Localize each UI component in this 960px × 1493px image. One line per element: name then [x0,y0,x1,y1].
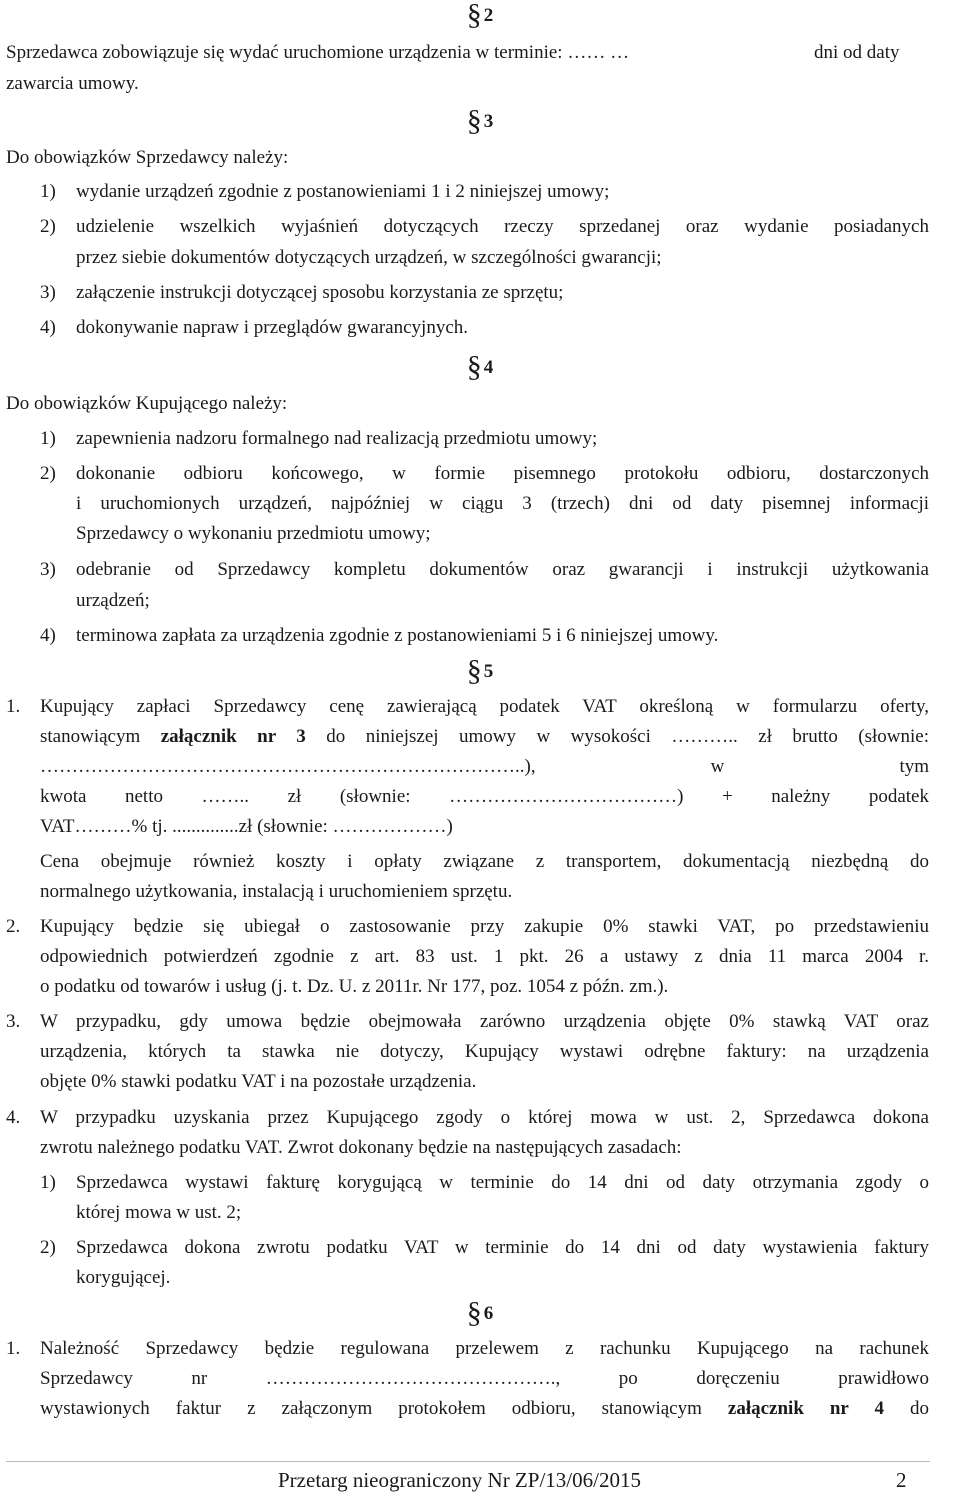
p3-item3-line1: załączenie instrukcji dotyczącej sposobu korzystania ze sprzętu; [76,282,564,303]
p5-sub2-num: 2) [40,1237,56,1258]
p3-item4-num: 4) [40,317,56,338]
p5-item3-line2: urządzenia, których ta stawka nie dotyczy, Kupujący wystawi odrębne faktury: na urządzenia [40,1041,929,1062]
attachment-4-ref: załącznik nr 4 [727,1398,885,1419]
p5-price-note-line2: normalnego użytkowania, instalacją i uruchomieniem sprzętu. [40,881,513,902]
p4-intro: Do obowiązków Kupującego należy: [6,393,288,414]
p5-price-note-line1: Cena obejmuje również koszty i opłaty związane z transportem, dokumentacją niezbędną do [40,851,929,872]
p3-item1-num: 1) [40,181,56,202]
section-heading-5: § 5 [466,654,494,687]
p4-item1-line1: zapewnienia nadzoru formalnego nad realizacją przedmiotu umowy; [76,428,598,449]
p5-item3-num: 3. [6,1011,21,1032]
p4-item2-line2: i uruchomionych urządzeń, najpóźniej w ciągu 3 (trzech) dni od daty pisemnej informacji [76,493,929,514]
p5-item1-line1: Kupujący zapłaci Sprzedawcy cenę zawierającą podatek VAT określoną w formularzu oferty, [40,696,929,717]
p3-intro: Do obowiązków Sprzedawcy należy: [6,147,289,168]
p5-item1-line4: kwota netto …….. zł (słownie: ………………………………) + należny podatek [40,786,929,807]
p4-item4-line1: terminowa zapłata za urządzenia zgodnie z postanowieniami 5 i 6 niniejszej umowy. [76,625,719,646]
p5-item2-line1: Kupujący będzie się ubiegał o zastosowanie przy zakupie 0% stawki VAT, po przedstawieniu [40,916,929,937]
p6-item1-line2: Sprzedawcy nr ………………………………………., po doręczeniu prawidłowo [40,1368,929,1389]
footer-divider [6,1461,930,1462]
p5-item1-num: 1. [6,696,21,717]
section-heading-2: § 2 [466,0,494,31]
p5-item3-line1: W przypadku, gdy umowa będzie obejmowała zarówno urządzenia objęte 0% stawką VAT oraz [40,1011,929,1032]
p5-item2-line3: o podatku od towarów i usług (j. t. Dz. U. z 2011r. Nr 177, poz. 1054 z późn. zm.). [40,976,669,997]
p5-sub1-num: 1) [40,1172,56,1193]
p4-item1-num: 1) [40,428,56,449]
p3-item4-line1: dokonywanie napraw i przeglądów gwarancyjnych. [76,317,468,338]
section-heading-3: § 3 [466,104,494,137]
p3-item2-line1: udzielenie wszelkich wyjaśnień dotyczących rzeczy sprzedanej oraz wydanie posiadanych [76,216,929,237]
p6-item1-line1: Należność Sprzedawcy będzie regulowana przelewem z rachunku Kupującego na rachunek [40,1338,929,1359]
p5-item1-line3: …………………………………………………………………..), w tym [40,756,929,777]
p4-item2-num: 2) [40,463,56,484]
p6-item1-num: 1. [6,1338,21,1359]
section-symbol: § [466,0,482,31]
p6-item1-line3: wystawionych faktur z załączonym protokołem odbioru, stanowiącym załącznik nr 4 do [40,1398,929,1419]
section-heading-4: § 4 [466,350,494,383]
p3-item1-line1: wydanie urządzeń zgodnie z postanowieniami 1 i 2 niniejszej umowy; [76,181,610,202]
p5-sub2-line2: korygującej. [76,1267,171,1288]
p3-item3-num: 3) [40,282,56,303]
p5-sub1-line2: której mowa w ust. 2; [76,1202,242,1223]
p4-item2-line3: Sprzedawcy o wykonaniu przedmiotu umowy; [76,523,431,544]
p5-sub2-line1: Sprzedawca dokona zwrotu podatku VAT w terminie do 14 dni od daty wystawienia faktury [76,1237,929,1258]
p3-item2-line2: przez siebie dokumentów dotyczących urządzeń, w szczególności gwarancji; [76,247,662,268]
p5-item4-line1: W przypadku uzyskania przez Kupującego zgody o której mowa w ust. 2, Sprzedawca dokona [40,1107,929,1128]
footer-title: Przetarg nieograniczony Nr ZP/13/06/2015 [278,1468,641,1492]
attachment-3-ref: załącznik nr 3 [160,726,306,747]
p4-item2-line1: dokonanie odbioru końcowego, w formie pisemnego protokołu odbioru, dostarczonych [76,463,929,484]
p3-item2-num: 2) [40,216,56,237]
p4-item3-line1: odebranie od Sprzedawcy kompletu dokumentów oraz gwarancji i instrukcji użytkowania [76,559,929,580]
section-heading-6: § 6 [466,1296,494,1329]
p5-item4-line2: zwrotu należnego podatku VAT. Zwrot dokonany będzie na następujących zasadach: [40,1137,682,1158]
p5-item2-line2: odpowiednich potwierdzeń zgodnie z art. 83 ust. 1 pkt. 26 a ustawy z dnia 11 marca 2004 r. [40,946,929,967]
p2-line1-left: Sprzedawca zobowiązuje się wydać uruchomione urządzenia w terminie: …… … [6,42,630,63]
p5-sub1-line1: Sprzedawca wystawi fakturę korygującą w terminie do 14 dni od daty otrzymania zgody o [76,1172,929,1193]
p4-item3-num: 3) [40,559,56,580]
p5-item4-num: 4. [6,1107,21,1128]
p4-item4-num: 4) [40,625,56,646]
p4-item3-line2: urządzeń; [76,590,150,611]
footer-page-number: 2 [896,1468,907,1492]
p5-item2-num: 2. [6,916,21,937]
p5-item3-line3: objęte 0% stawki podatku VAT i na pozostałe urządzenia. [40,1071,477,1092]
p2-line2: zawarcia umowy. [6,73,139,94]
p5-item1-line5: VAT………% tj. ..............zł (słownie: ………………) [40,816,453,837]
p2-line1-right: dni od daty [814,42,900,63]
p5-item1-line2: stanowiącym załącznik nr 3 do niniejszej umowy w wysokości ……….. zł brutto (słownie: [40,726,929,747]
